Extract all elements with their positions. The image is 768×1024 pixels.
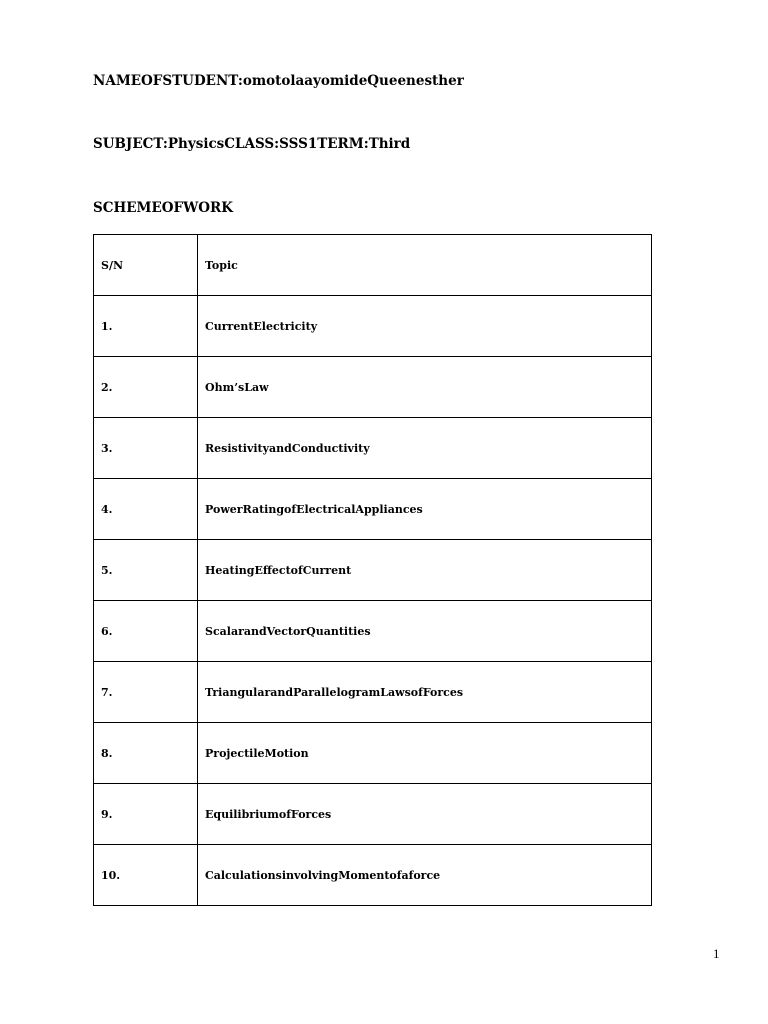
row-topic: PowerRatingofElectricalAppliances (198, 479, 652, 540)
row-sn: 10. (94, 845, 198, 906)
table-row (94, 662, 652, 723)
row-topic: ScalarandVectorQuantities (198, 601, 652, 662)
table-row (94, 418, 652, 479)
column-header-topic: Topic (198, 235, 652, 296)
row-sn: 6. (94, 601, 198, 662)
table-row (94, 845, 652, 906)
scheme-of-work-table (93, 234, 652, 906)
table-row (94, 479, 652, 540)
table-row (94, 723, 652, 784)
row-topic: ProjectileMotion (198, 723, 652, 784)
row-topic: CalculationsinvolvingMomentofaforce (198, 845, 652, 906)
table-row (94, 357, 652, 418)
row-topic: Ohm’sLaw (198, 357, 652, 418)
row-sn: 9. (94, 784, 198, 845)
row-sn: 7. (94, 662, 198, 723)
row-topic: TriangularandParallelogramLawsofForces (198, 662, 652, 723)
row-sn: 4. (94, 479, 198, 540)
table-header-row (94, 235, 652, 296)
row-topic: EquilibriumofForces (198, 784, 652, 845)
student-name-line: NAMEOFSTUDENT:omotolaayomideQueenesther (93, 73, 464, 89)
page-number: 1 (713, 946, 720, 961)
row-sn: 8. (94, 723, 198, 784)
table-row (94, 601, 652, 662)
table-row (94, 784, 652, 845)
subject-class-term-line: SUBJECT:PhysicsCLASS:SSS1TERM:Third (93, 136, 411, 152)
table-row (94, 540, 652, 601)
row-topic: CurrentElectricity (198, 296, 652, 357)
row-sn: 2. (94, 357, 198, 418)
row-sn: 1. (94, 296, 198, 357)
row-topic: HeatingEffectofCurrent (198, 540, 652, 601)
row-sn: 5. (94, 540, 198, 601)
scheme-of-work-title: SCHEMEOFWORK (93, 200, 233, 216)
row-topic: ResistivityandConductivity (198, 418, 652, 479)
column-header-sn: S/N (94, 235, 198, 296)
row-sn: 3. (94, 418, 198, 479)
table-row (94, 296, 652, 357)
